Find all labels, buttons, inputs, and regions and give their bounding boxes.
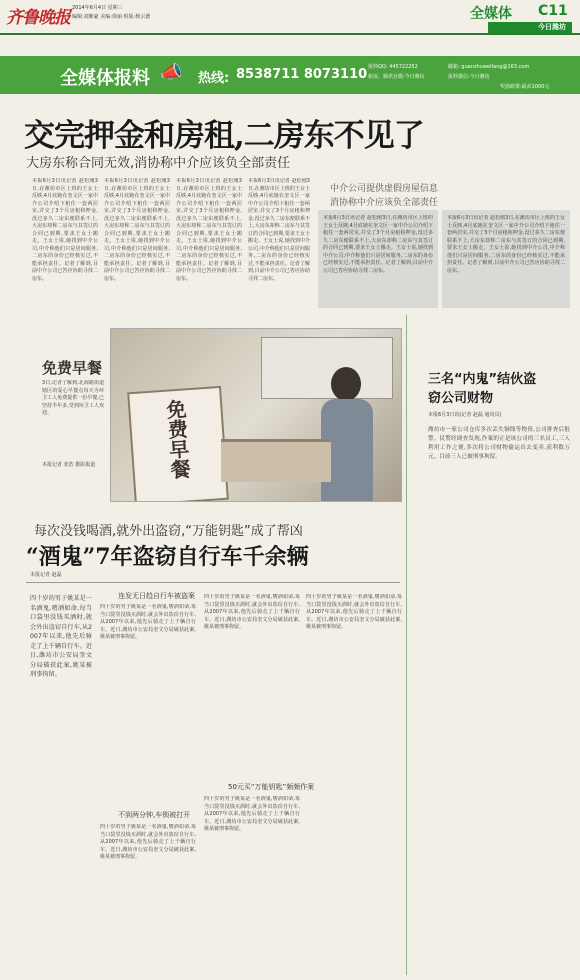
banner-reward: 奖励政策:最高1000元 [500,84,550,90]
banner-weixin: 报料微信:今日潍坊 [448,74,490,80]
lead-col-3: 本报6月3日讯记者 赵松刚3日,在潍坊市区上班的王女士反映,4月底她在奎文区一家中介公司介绍下租住一套两居室,并交了3个月房租和押金,没过多久二房东便联系不上,大房东却称二房东与其签订的合同已到期,要求王女士搬走。王女士说,她找到中介公司,中介称他们只是居间服务,二房东的身份已经核实过,不能承担责任。记者了解到,目前中介公司已答应协助寻找二房东。 [176,178,242,282]
quote-subheading: 消协称中介应该负全部责任 [330,198,439,208]
masthead [0,0,580,34]
page-number: C11 [538,3,568,19]
issue-date: 2014年6月4日 星期三 [72,5,123,11]
lead-col-4: 本报6月3日讯记者 赵松刚3日,在潍坊市区上班的王女士反映,4月底她在奎文区一家中介公司介绍下租住一套两居室,并交了3个月房租和押金,没过多久二房东便联系不上,大房东却称二房东与其签订的合同已到期,要求王女士搬走。王女士说,她找到中介公司,中介称他们只是居间服务,二房东的身份已经核实过,不能承担责任。记者了解到,目前中介公司已答应协助寻找二房东。 [248,178,310,282]
side-headline: 三名“内鬼”结伙盗窃公司财物 [428,372,537,406]
photo-caption: 3日,记者了解到,北海路街道辖区的爱心早餐点每天为环卫工人免费提供一份早餐,已坚持半年多,受到环卫工人欢迎。 [42,380,104,416]
feature-kicker: 每次没钱喝酒,就外出盗窃,“万能钥匙”成了帮凶 [34,524,303,539]
side-divider [406,315,407,975]
feature-col-3a: 四十岁的男子姚某是一名酒鬼,嗜酒如命,每当口袋里没钱买酒时,就会外出盗窃自行车,从2007年以来,他先后骑走了上千辆自行车。近日,潍坊市公安局奎文分局破获此案,姚某被刑事拘留。 [204,594,300,630]
hotline-banner [0,56,580,94]
quote-box-1-text: 本报6月3日讯记者 赵松刚3日,在潍坊市区上班的王女士反映,4月底她在奎文区一家中介公司介绍下租住一套两居室,并交了3个月房租和押金,没过多久二房东便联系不上,大房东却称二房东与其签订的合同已到期,要求王女士搬走。王女士说,她找到中介公司,中介称他们只是居间服务,二房东的身份已经核实过,不能承担责任。记者了解到,目前中介公司已答应协助寻找二房东。 [323,215,433,274]
lead-headline: 交完押金和房租,二房东不见了 [24,118,424,154]
feature-rule [26,582,400,583]
hotline-label: 热线: [198,71,230,86]
side-byline: 本报6月3日讯(记者 赵磊 通讯员) [428,412,502,418]
section-name: 全媒体 [470,6,512,22]
banner-weibo: 新浪、腾讯官微:今日潍坊 [368,74,425,80]
news-photo [110,328,402,502]
feature-col-4: 四十岁的男子姚某是一名酒鬼,嗜酒如命,每当口袋里没钱买酒时,就会外出盗窃自行车,从2007年以来,他先后骑走了上千辆自行车。近日,潍坊市公安局奎文分局破获此案,姚某被刑事拘留。 [306,594,402,630]
feature-byline: 本报记者 赵磊 [30,572,62,578]
quote-box-1 [318,210,438,308]
masthead-rule [0,33,580,35]
feature-subhead-2: 不到两分钟,车锁被打开 [118,811,191,819]
editors-line: 编辑:刘紫豪 美编:徐丽 组版:杨云德 [72,14,151,20]
feature-subhead-3: 50元买“万能钥匙”频频作案 [228,783,315,791]
quote-box-2 [442,210,570,308]
photo-caption-title: 免费早餐 [42,359,103,377]
photo-sign-text: 免费早餐 [162,398,192,480]
photo-sign [127,386,229,502]
banner-qq: 报料QQ: 445722252 [368,64,418,70]
lead-col-1: 本报6月3日讯记者 赵松刚3日,在潍坊市区上班的王女士反映,4月底她在奎文区一家中介公司介绍下租住一套两居室,并交了3个月房租和押金,没过多久二房东便联系不上,大房东却称二房东与其签订的合同已到期,要求王女士搬走。王女士说,她找到中介公司,中介称他们只是居间服务,二房东的身份已经核实过,不能承担责任。记者了解到,目前中介公司已答应协助寻找二房东。 [32,178,98,282]
lead-col-2: 本报6月3日讯记者 赵松刚3日,在潍坊市区上班的王女士反映,4月底她在奎文区一家中介公司介绍下租住一套两居室,并交了3个月房租和押金,没过多久二房东便联系不上,大房东却称二房东与其签订的合同已到期,要求王女士搬走。王女士说,她找到中介公司,中介称他们只是居间服务,二房东的身份已经核实过,不能承担责任。记者了解到,目前中介公司已答应协助寻找二房东。 [104,178,170,282]
feature-col-2a: 四十岁的男子姚某是一名酒鬼,嗜酒如命,每当口袋里没钱买酒时,就会外出盗窃自行车,从2007年以来,他先后骑走了上千辆自行车。近日,潍坊市公安局奎文分局破获此案,姚某被刑事拘留。 [100,604,196,640]
feature-col-1: 四十岁的男子姚某是一名酒鬼,嗜酒如命,每当口袋里没钱买酒时,就会外出盗窃自行车,从2007年以来,他先后骑走了上千辆自行车。近日,潍坊市公安局奎文分局破获此案,姚某被刑事拘留。 [30,595,92,678]
quote-box-2-text: 本报6月3日讯记者 赵松刚3日,在潍坊市区上班的王女士反映,4月底她在奎文区一家中介公司介绍下租住一套两居室,并交了3个月房租和押金,没过多久二房东便联系不上,大房东却称二房东与其签订的合同已到期,要求王女士搬走。王女士说,她找到中介公司,中介称他们只是居间服务,二房东的身份已经核实过,不能承担责任。记者了解到,目前中介公司已答应协助寻找二房东。 [447,215,565,274]
feature-subhead-1: 连发无日趋自行车被盗案 [118,592,195,600]
megaphone-icon: 📣 [160,62,183,83]
photo-table [221,439,331,482]
feature-col-3b: 四十岁的男子姚某是一名酒鬼,嗜酒如命,每当口袋里没钱买酒时,就会外出盗窃自行车,从2007年以来,他先后骑走了上千辆自行车。近日,潍坊市公安局奎文分局破获此案,姚某被刑事拘留。 [204,796,300,832]
photo-person-head [331,367,361,401]
banner-email: 邮箱: guanzhuweifang@163.com [448,64,530,70]
quote-heading: 中介公司提供虚假房屋信息 [330,184,439,194]
sub-section-badge [488,22,572,33]
feature-col-2b: 四十岁的男子姚某是一名酒鬼,嗜酒如命,每当口袋里没钱买酒时,就会外出盗窃自行车,从2007年以来,他先后骑走了上千辆自行车。近日,潍坊市公安局奎文分局破获此案,姚某被刑事拘留。 [100,824,196,860]
side-col-1: 潍坊市一家公司仓库多次丢失铜线等物资,公司排查后报警。民警经调查发现,作案的正是该公司的三名员工,三人利用工作之便,多次将公司财物偷运出去变卖,获利数万元。目前三人已被刑事拘留。 [428,427,570,460]
photo-credit: 本报记者 张浩 摄影报道 [42,462,96,468]
banner-title: 全媒体报料 [60,68,150,89]
hotline-number: 8538711 8073110 [236,67,368,82]
lead-subhead: 大房东称合同无效,消协称中介应该负全部责任 [26,156,291,171]
feature-headline: “酒鬼”7年盗窃自行车千余辆 [26,544,309,570]
photo-window [261,337,393,399]
sub-section-label: 今日潍坊 [538,23,566,31]
paper-logo: 齐鲁晚报 [6,8,70,28]
